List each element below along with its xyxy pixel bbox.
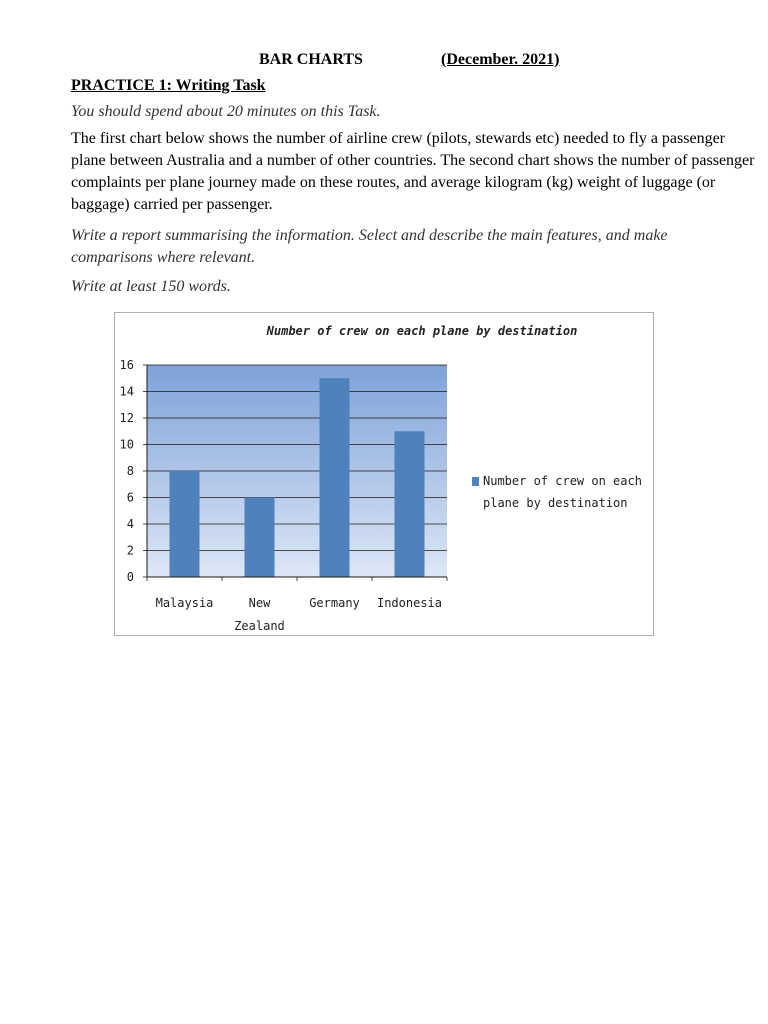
y-tick-label: 2: [126, 543, 134, 558]
legend-label-line2: plane by destination: [483, 496, 628, 510]
bar: [395, 431, 425, 577]
x-tick-label-line2: Zealand: [234, 619, 285, 633]
practice-title: PRACTICE 1: Writing Task: [71, 77, 266, 94]
bar: [320, 378, 350, 577]
x-tick-label: Germany: [309, 596, 360, 610]
heading-title: BAR CHARTS: [259, 51, 363, 68]
instruction-words: Write at least 150 words.: [71, 278, 231, 295]
legend-swatch: [472, 477, 479, 486]
y-tick-label: 10: [119, 437, 134, 452]
task-intro: The first chart below shows the number of airline crew (pilots, stewards etc) needed to fly a passenger plane between Australia and a number of other countries. The second chart shows the number of passenger complaints per plane journey made on these routes, and average kilogram (kg) weight of luggage (or baggage) carried per passenger.: [71, 130, 755, 213]
y-tick-label: 8: [126, 464, 134, 478]
y-tick-label: 14: [119, 384, 134, 399]
heading-date: (December. 2021): [441, 51, 560, 68]
chart-title: Number of crew on each plane by destination: [266, 324, 578, 338]
instruction-report: Write a report summarising the information. Select and describe the main features, and make comparisons where relevant.: [71, 227, 668, 266]
bar-chart: [114, 312, 654, 636]
x-tick-label: Indonesia: [376, 596, 443, 610]
y-tick-label: 6: [126, 490, 134, 505]
y-tick-label: 12: [119, 411, 134, 425]
bar: [245, 498, 275, 578]
y-tick-label: 0: [126, 570, 134, 584]
legend-label-line1: Number of crew on each: [483, 474, 642, 488]
x-tick-label: Malaysia: [155, 596, 214, 610]
instruction-time: You should spend about 20 minutes on this Task.: [71, 103, 381, 120]
y-tick-label: 16: [119, 358, 134, 372]
chart-svg: [115, 313, 655, 637]
bar: [170, 471, 200, 577]
y-tick-label: 4: [126, 517, 134, 531]
x-tick-label: New: [248, 596, 271, 610]
